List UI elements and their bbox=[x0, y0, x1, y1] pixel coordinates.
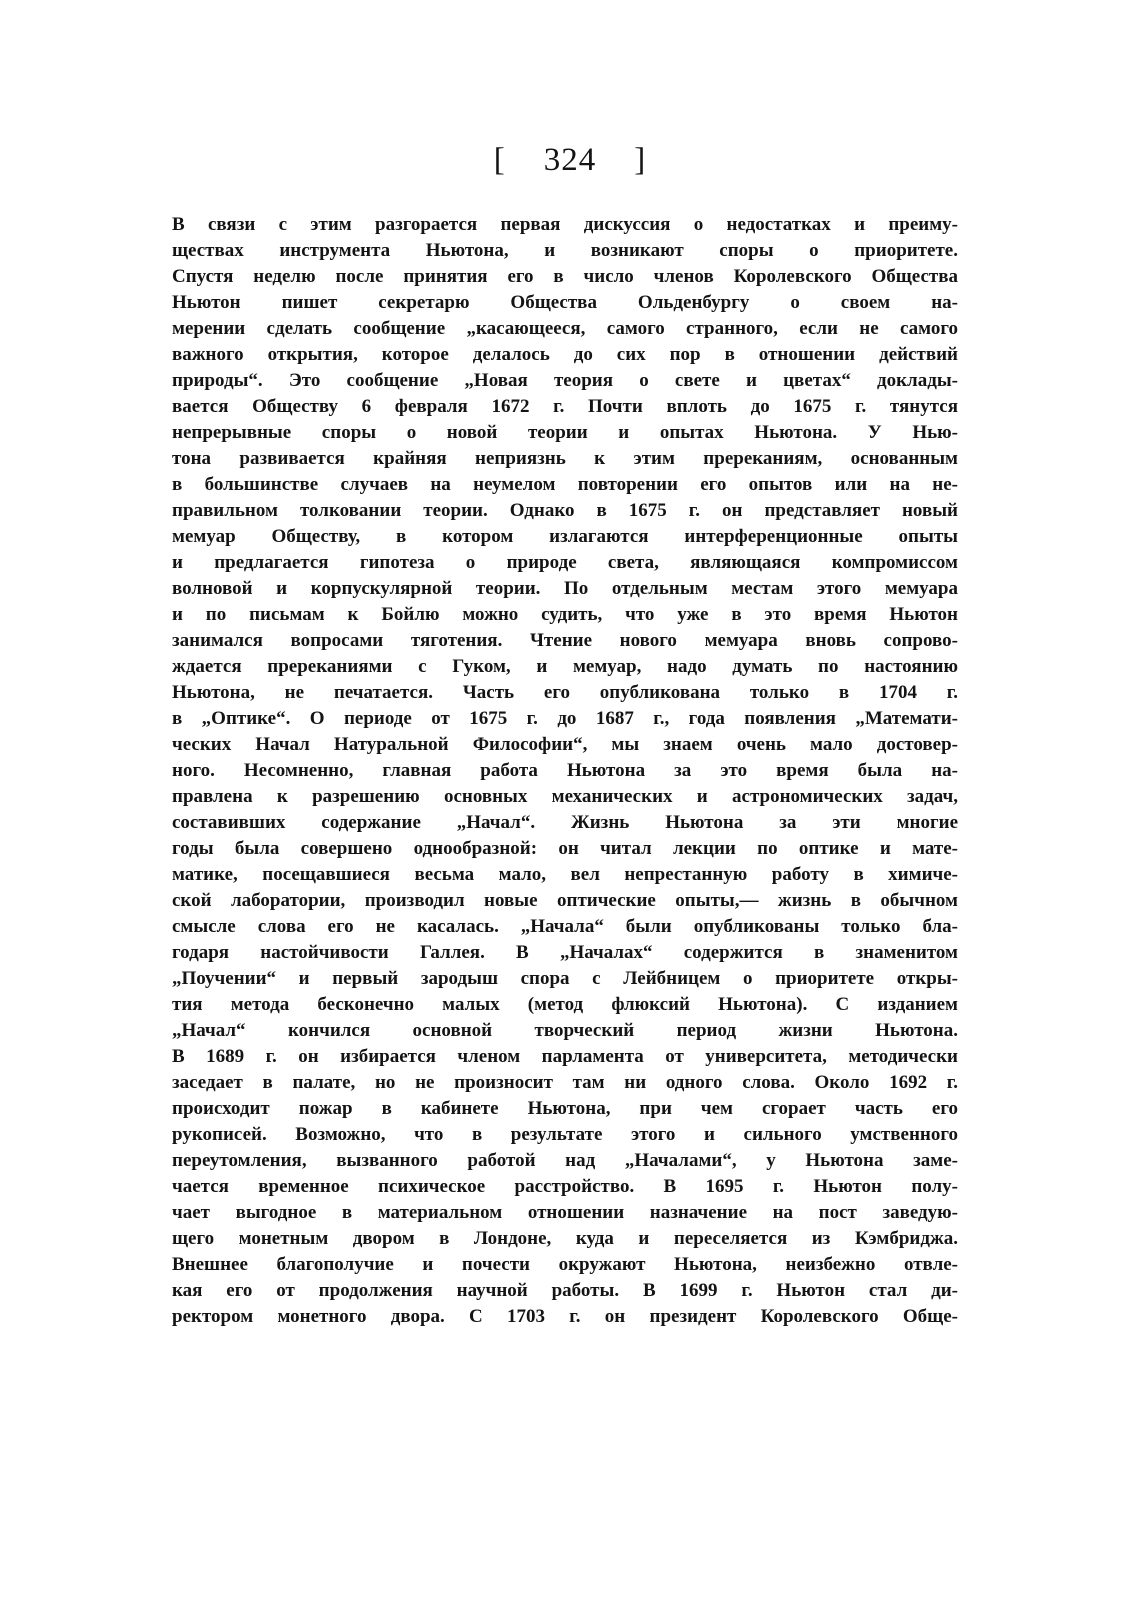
text-line: правильном толковании теории. Однако в 1675 г. он представляет новый bbox=[172, 500, 958, 521]
text-line: в „Оптике“. О периоде от 1675 г. до 1687 г., года появления „Математи- bbox=[172, 708, 958, 729]
text-line: и предлагается гипотеза о природе света, являющаяся компромиссом bbox=[172, 552, 958, 573]
text-line: ждается пререканиями с Гуком, и мемуар, надо думать по настоянию bbox=[172, 656, 958, 677]
text-line: ской лаборатории, производил новые оптические опыты,— жизнь в обычном bbox=[172, 890, 958, 911]
text-line: годаря настойчивости Галлея. В „Началах“ содержится в знаменитом bbox=[172, 942, 958, 963]
text-line: тона развивается крайняя неприязнь к этим пререканиям, основанным bbox=[172, 448, 958, 469]
text-line: тия метода бесконечно малых (метод флюксий Ньютона). С изданием bbox=[172, 994, 958, 1015]
text-line: Спустя неделю после принятия его в число членов Королевского Общества bbox=[172, 266, 958, 287]
text-line: В связи с этим разгорается первая дискуссия о недостатках и преиму- bbox=[172, 214, 958, 235]
text-line: мерении сделать сообщение „касающееся, самого странного, если не самого bbox=[172, 318, 958, 339]
text-line: переутомления, вызванного работой над „Началами“, у Ньютона заме- bbox=[172, 1150, 958, 1171]
page-number-header bbox=[0, 142, 1140, 179]
text-line: природы“. Это сообщение „Новая теория о свете и цветах“ доклады- bbox=[172, 370, 958, 391]
text-line: составивших содержание „Начал“. Жизнь Ньютона за эти многие bbox=[172, 812, 958, 833]
text-line: чается временное психическое расстройство. В 1695 г. Ньютон полу- bbox=[172, 1176, 958, 1197]
text-line: заседает в палате, но не произносит там ни одного слова. Около 1692 г. bbox=[172, 1072, 958, 1093]
text-line: занимался вопросами тяготения. Чтение нового мемуара вновь сопрово- bbox=[172, 630, 958, 651]
text-line: волновой и корпускулярной теории. По отдельным местам этого мемуара bbox=[172, 578, 958, 599]
text-line: чает выгодное в материальном отношении назначение на пост заведую- bbox=[172, 1202, 958, 1223]
text-line: Ньютона, не печатается. Часть его опубликована только в 1704 г. bbox=[172, 682, 958, 703]
text-line: мемуар Обществу, в котором излагаются интерференционные опыты bbox=[172, 526, 958, 547]
text-line: „Поучении“ и первый зародыш спора с Лейбницем о приоритете откры- bbox=[172, 968, 958, 989]
page-number-bracket-open: [ bbox=[493, 142, 506, 178]
text-line: в большинстве случаев на неумелом повторении его опытов или на не- bbox=[172, 474, 958, 495]
text-line: вается Обществу 6 февраля 1672 г. Почти вплоть до 1675 г. тянутся bbox=[172, 396, 958, 417]
body-text bbox=[172, 212, 958, 1330]
text-line: непрерывные споры о новой теории и опытах Ньютона. У Нью- bbox=[172, 422, 958, 443]
page-number: 324 bbox=[543, 142, 597, 178]
text-line: смысле слова его не касалась. „Начала“ были опубликованы только бла- bbox=[172, 916, 958, 937]
text-line: происходит пожар в кабинете Ньютона, при чем сгорает часть его bbox=[172, 1098, 958, 1119]
text-line: и по письмам к Бойлю можно судить, что уже в это время Ньютон bbox=[172, 604, 958, 625]
text-line: ческих Начал Натуральной Философии“, мы знаем очень мало достовер- bbox=[172, 734, 958, 755]
text-line: рукописей. Возможно, что в результате этого и сильного умственного bbox=[172, 1124, 958, 1145]
text-line: кая его от продолжения научной работы. В 1699 г. Ньютон стал ди- bbox=[172, 1280, 958, 1301]
page-number-bracket-close: ] bbox=[634, 142, 647, 178]
text-line: В 1689 г. он избирается членом парламента от университета, методически bbox=[172, 1046, 958, 1067]
text-line: ректором монетного двора. С 1703 г. он президент Королевского Обще- bbox=[172, 1306, 958, 1327]
text-line: ного. Несомненно, главная работа Ньютона за это время была на- bbox=[172, 760, 958, 781]
text-line: щего монетным двором в Лондоне, куда и переселяется из Кэмбриджа. bbox=[172, 1228, 958, 1249]
text-line: важного открытия, которое делалось до сих пор в отношении действий bbox=[172, 344, 958, 365]
text-line: Ньютон пишет секретарю Общества Ольденбургу о своем на- bbox=[172, 292, 958, 313]
text-line: ществах инструмента Ньютона, и возникают споры о приоритете. bbox=[172, 240, 958, 261]
text-line: Внешнее благополучие и почести окружают Ньютона, неизбежно отвле- bbox=[172, 1254, 958, 1275]
text-line: „Начал“ кончился основной творческий период жизни Ньютона. bbox=[172, 1020, 958, 1041]
text-line: годы была совершено однообразной: он читал лекции по оптике и мате- bbox=[172, 838, 958, 859]
text-line: правлена к разрешению основных механических и астрономических задач, bbox=[172, 786, 958, 807]
text-line: матике, посещавшиеся весьма мало, вел непрестанную работу в химиче- bbox=[172, 864, 958, 885]
